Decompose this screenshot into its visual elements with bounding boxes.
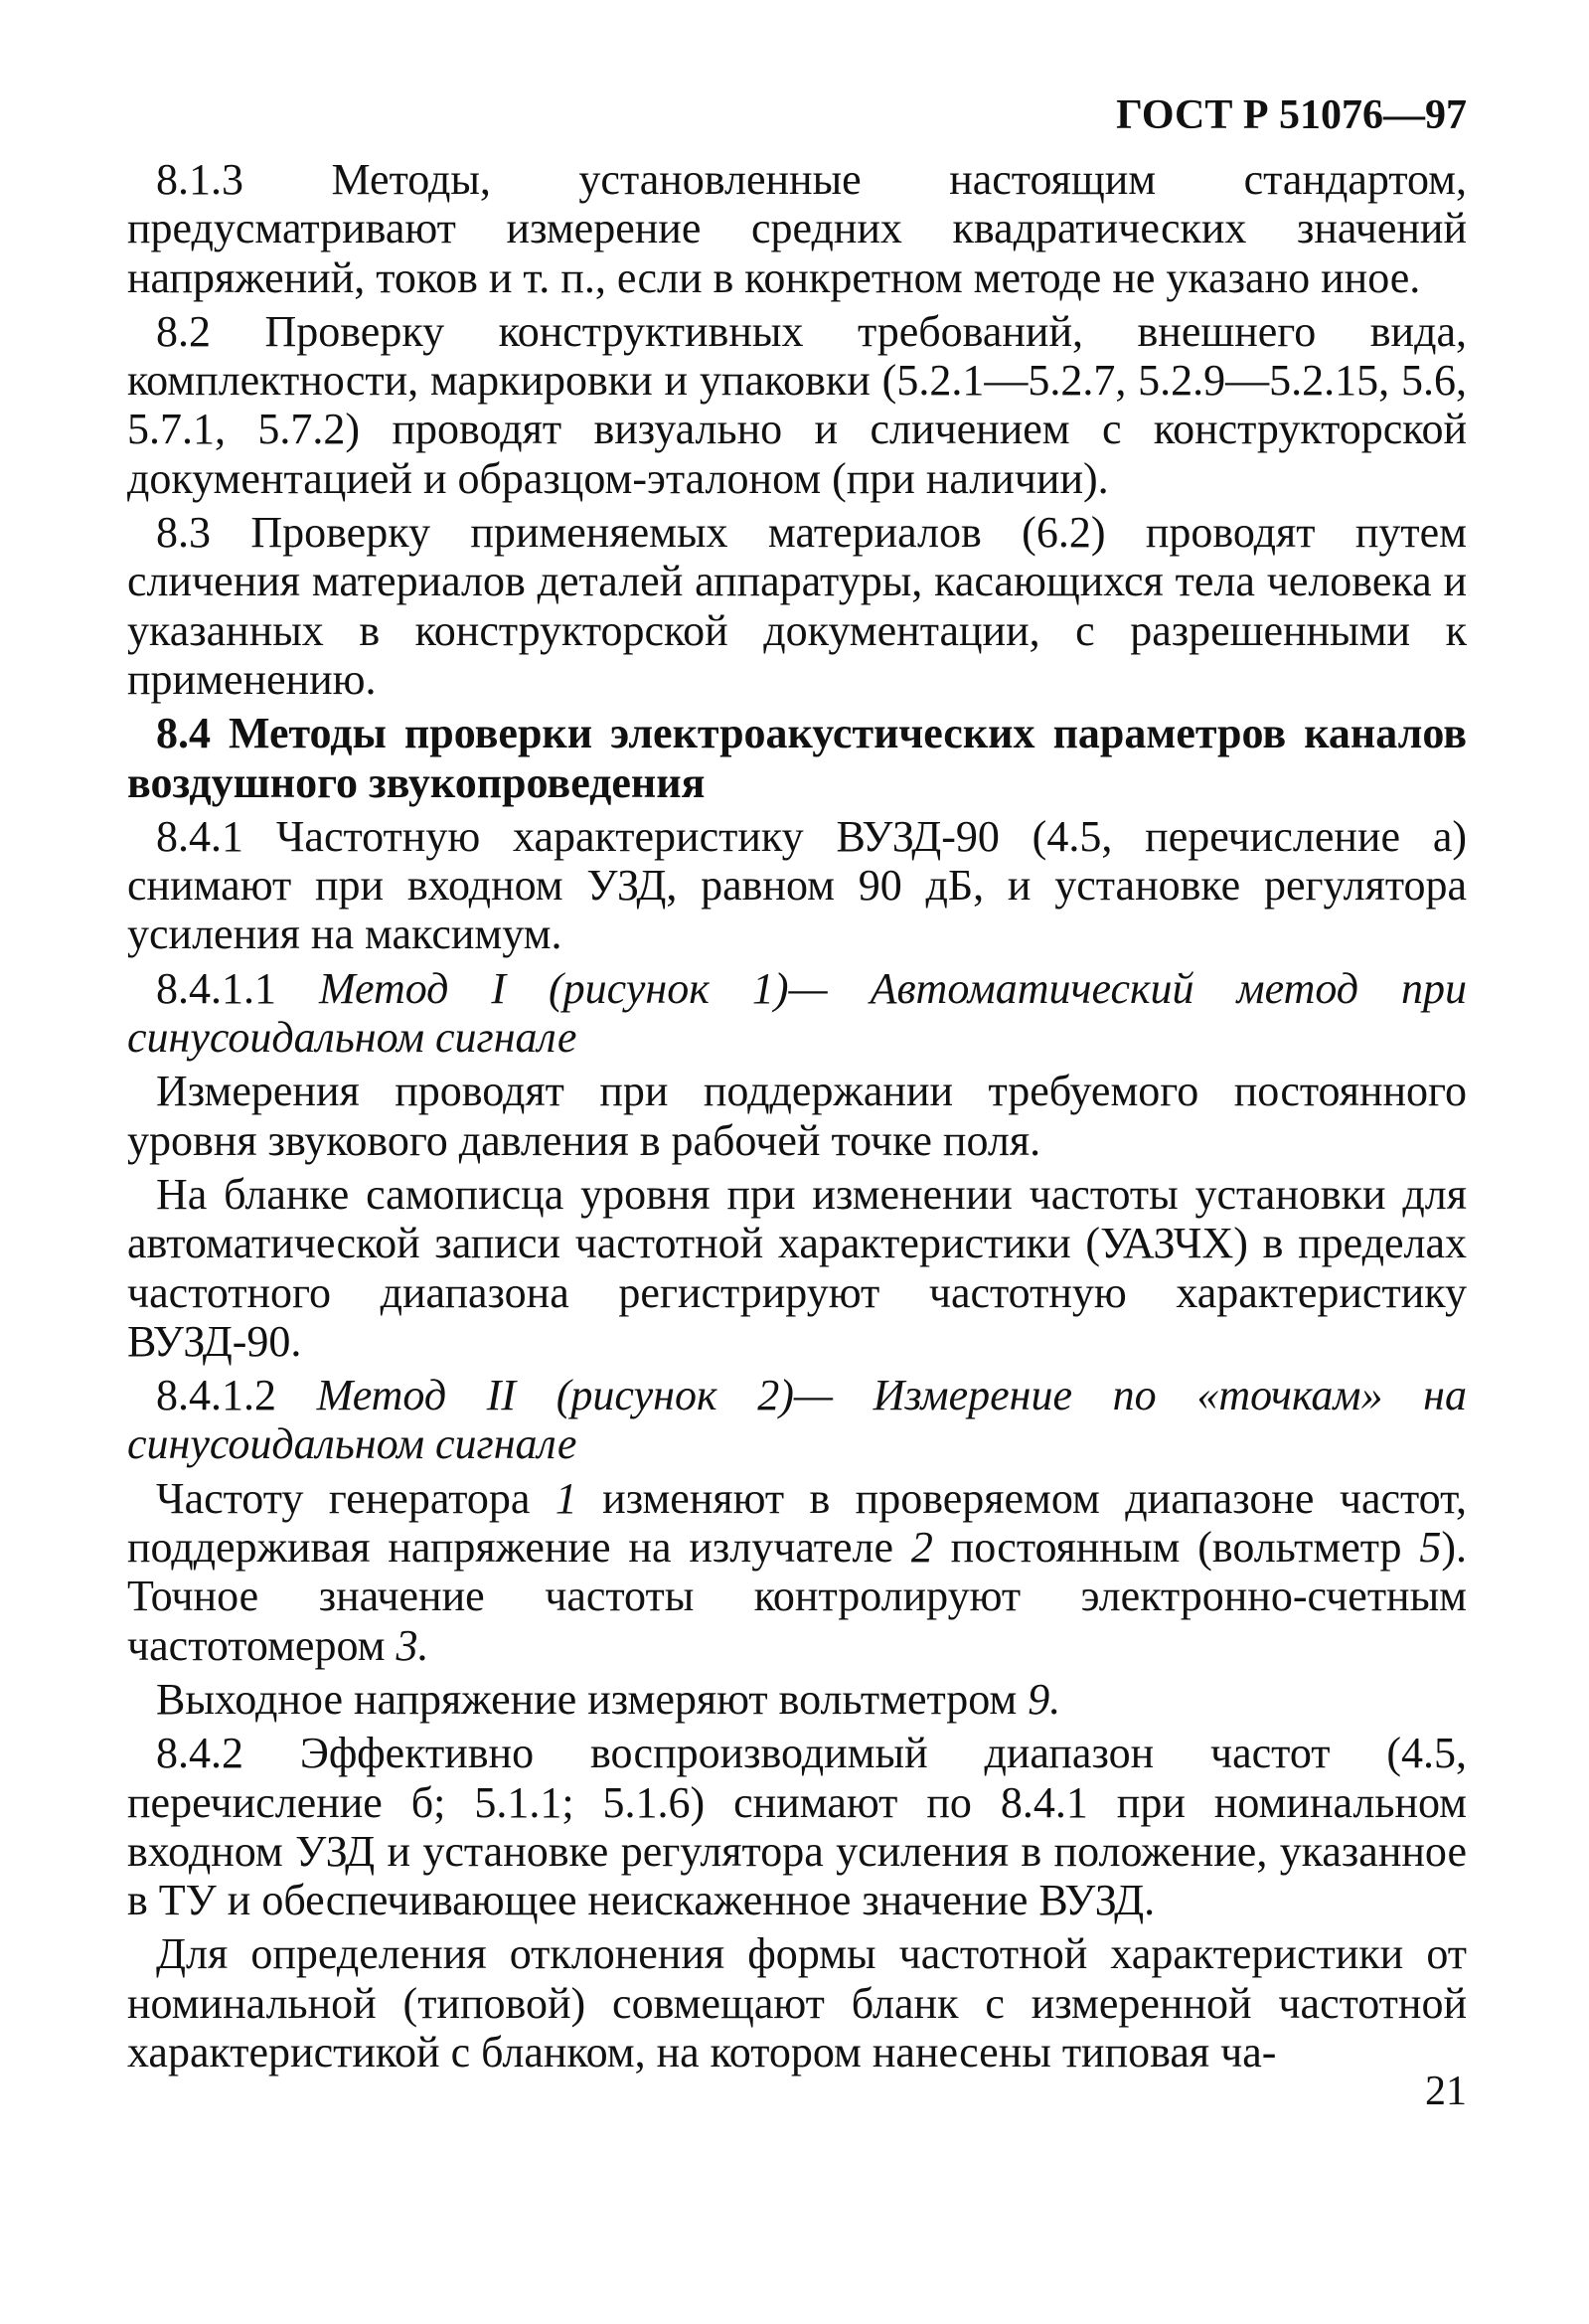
clause-number: 8.4.1.1 (156, 963, 276, 1013)
paragraph-8-4-1-2-a (127, 1474, 1467, 1670)
paragraph-8-1-3: 8.1.3 Методы, установленные настоящим стандартом, предусматривают измерение средних квадратических значений напряжений, токов и т. п., если в конкретном методе не указано иное. (127, 155, 1467, 302)
page-number: 21 (1425, 2069, 1467, 2114)
figure-ref: 5 (1419, 1523, 1442, 1573)
clause-number: 8.4.1.2 (156, 1371, 276, 1420)
document-header (127, 89, 1467, 141)
text-run: Частоту генератора (156, 1473, 556, 1523)
paragraph-8-4-1-1-b: На бланке самописца уровня при изменении частоты установки для автоматической записи частотной характеристики (УАЗЧХ) в пределах частотного диапазона регистрируют частотную характеристику ВУЗД-90. (127, 1169, 1467, 1366)
text-run: ). Точное значение частоты контролируют электронно-счетным частотомером (127, 1523, 1467, 1670)
paragraph-8-4-1-1-a: Измерения проводят при поддержании требуемого постоянного уровня звукового давления в рабочей точке поля. (127, 1067, 1467, 1165)
paragraph-8-2: 8.2 Проверку конструктивных требований, внешнего вида, комплектности, маркировки и упаковки (5.2.1—5.2.7, 5.2.9—5.2.15, 5.6, 5.7.1, 5.7.2) проводят визуально и сличением с конструкторской документацией и образцом-эталоном (при наличии). (127, 306, 1467, 503)
document-body (127, 155, 1467, 2076)
text-run: Выходное напряжение измеряют вольтметром (156, 1674, 1029, 1724)
figure-ref: 2 (910, 1523, 933, 1573)
text-run: изменяют в проверяемом диапазоне частот, поддерживая напряжение на излучателе (127, 1473, 1467, 1573)
text-run: постоянным (вольтметр (932, 1523, 1420, 1573)
paragraph-8-4-2-b: Для определения отклонения формы частотной характеристики от номинальной (типовой) совмещают бланк с измеренной частотной характеристикой с бланком, на котором нанесены типовая ча- (127, 1929, 1467, 2076)
paragraph-8-4-1-2-b (127, 1675, 1467, 1724)
document-page (127, 89, 1467, 2081)
section-heading-8-4: 8.4 Методы проверки электроакустических параметров каналов воздушного звукопроведения (127, 709, 1467, 807)
method-title: Метод I (рисунок 1)— Автоматический метод при синусоидальном сигнале (127, 963, 1467, 1063)
method-title: Метод II (рисунок 2)— Измерение по «точкам» на синусоидальном сигнале (127, 1371, 1468, 1469)
paragraph-8-3: 8.3 Проверку применяемых материалов (6.2) проводят путем сличения материалов деталей аппаратуры, касающихся тела человека и указанных в конструкторской документации, с разрешенными к применению. (127, 508, 1467, 704)
figure-ref: 9. (1028, 1674, 1061, 1724)
standard-id: ГОСТ Р 51076—97 (1116, 92, 1467, 138)
paragraph-8-4-1: 8.4.1 Частотную характеристику ВУЗД-90 (4.5, перечисление а) снимают при входном УЗД, равном 90 дБ, и установке регулятора усиления на максимум. (127, 811, 1467, 959)
paragraph-8-4-1-1-heading (127, 964, 1467, 1063)
figure-ref: 3. (396, 1620, 429, 1670)
figure-ref: 1 (555, 1473, 577, 1523)
paragraph-8-4-2: 8.4.2 Эффективно воспроизводимый диапазон частот (4.5, перечисление б; 5.1.1; 5.1.6) снимают по 8.4.1 при номинальном входном УЗД и установке регулятора усиления в положение, указанное в ТУ и обеспечивающее неискаженное значение ВУЗД. (127, 1729, 1467, 1925)
paragraph-8-4-1-2-heading (127, 1371, 1467, 1469)
